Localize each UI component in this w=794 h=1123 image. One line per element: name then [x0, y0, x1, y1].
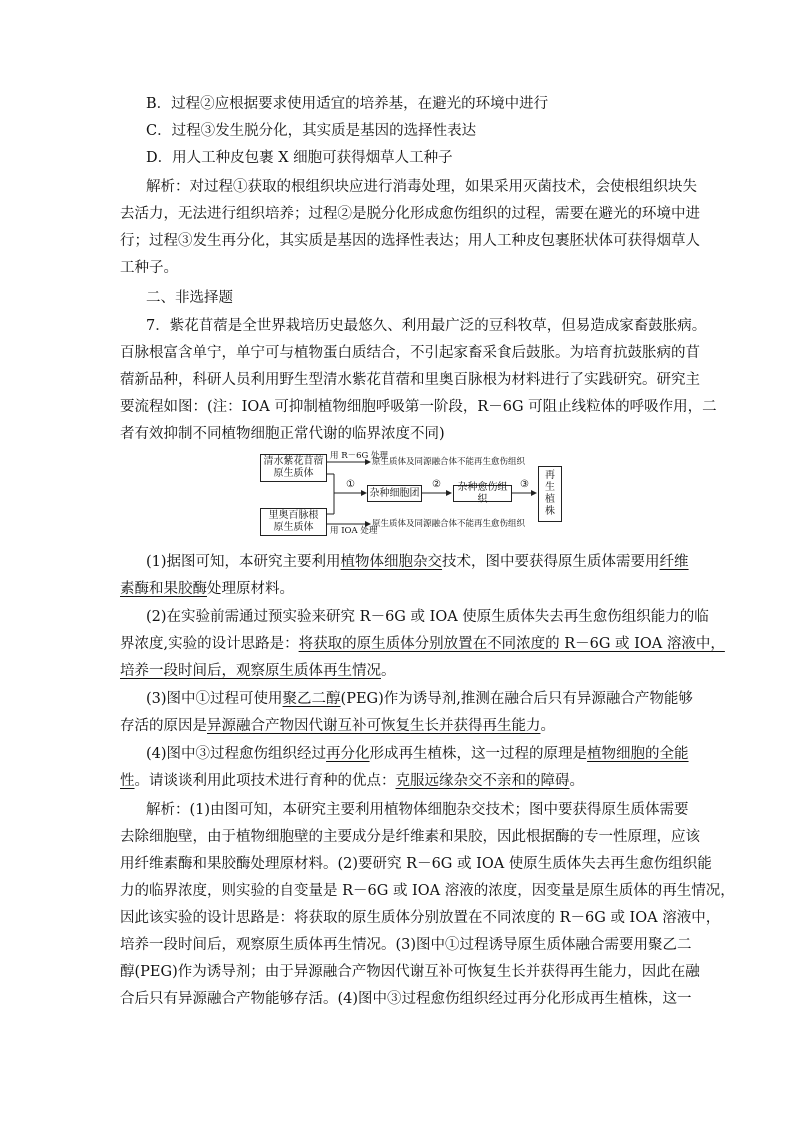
- q7-line: 百脉根富含单宁，单宁可与植物蛋白质结合，不引起家畜采食后鼓胀。为培育抗鼓胀病的苜: [120, 345, 700, 361]
- answer-4b: 植物细胞的全能: [587, 746, 689, 762]
- bottom-result-label: 原生质体及同源融合体不能再生愈伤组织: [372, 519, 526, 529]
- sub3-line2: 存活的原因是异源融合产物因代谢互补可恢复生长并获得再生能力。: [120, 718, 555, 734]
- answer-3b: 异源融合产物因代谢互补可恢复生长并获得再生能力: [207, 718, 541, 734]
- analysis2-line: 去除细胞壁，由于植物细胞壁的主要成分是纤维素和果胶，因此根据酶的专一性原理，应该: [120, 829, 700, 845]
- analysis2-line: 解析：(1)由图可知，本研究主要利用植物体细胞杂交技术；图中要获得原生质体需要: [146, 802, 689, 818]
- q7-line: 者有效抑制不同植物细胞正常代谢的临界浓度不同): [120, 426, 445, 442]
- answer-4c: 克服远缘杂交不亲和的障碍: [395, 773, 570, 789]
- answer-4b-cont: 性: [120, 773, 135, 789]
- analysis1-line: 行；过程③发生再分化，其实质是基因的选择性表达；用人工种皮包裹胚状体可获得烟草人: [120, 233, 700, 249]
- flow-diagram: [258, 450, 568, 540]
- answer-1b-cont: 素酶和果胶酶: [120, 581, 207, 597]
- top-treatment-label: 用 R－6G 处理: [330, 451, 389, 461]
- sub4-line2: 性。请谈谈利用此项技术进行育种的优点：克服远缘杂交不亲和的障碍。: [120, 773, 584, 789]
- step-1-label: ①: [346, 479, 355, 490]
- analysis1-line: 解析：对过程①获取的根组织块应进行消毒处理，如果采用灭菌技术，会使根组织块失: [146, 179, 697, 195]
- sub1-line2: 素酶和果胶酶处理原材料。: [120, 581, 294, 597]
- sub1-line1: (1)据图可知，本研究主要利用植物体细胞杂交技术，图中要获得原生质体需要用纤维: [146, 554, 689, 570]
- analysis2-line: 用纤维素酶和果胶酶处理原材料。(2)要研究 R－6G 或 IOA 使原生质体失去再生愈伤组织能: [120, 856, 712, 872]
- box-hybrid-callus: 杂种愈伤组织: [453, 485, 512, 502]
- sub4-line1: (4)图中③过程愈伤组织经过再分化形成再生植株，这一过程的原理是植物细胞的全能: [146, 746, 689, 762]
- sub3-line1: (3)图中①过程可使用聚乙二醇(PEG)作为诱导剂,推测在融合后只有异源融合产物能够: [146, 691, 693, 707]
- box-regenerated-plant: 再 生 植 株: [538, 466, 562, 522]
- answer-2b: 培养一段时间后，观察原生质体再生情况: [120, 663, 381, 679]
- analysis1-line: 工种子。: [120, 260, 178, 276]
- analysis2-line: 因此该实验的设计思路是：将获取的原生质体分别放置在不同浓度的 R－6G 或 IOA 溶液中，: [120, 910, 721, 926]
- answer-3a: 聚乙二醇: [282, 691, 341, 707]
- answer-1a: 植物体细胞杂交: [340, 554, 443, 570]
- analysis2-line: 培养一段时间后，观察原生质体再生情况。(3)图中①过程诱导原生质体融合需要用聚乙二: [120, 937, 692, 953]
- box-hybrid-cell-mass: 杂种细胞团: [367, 485, 422, 502]
- sub2-line1: (2)在实验前需通过预实验来研究 R－6G 或 IOA 使原生质体失去再生愈伤组织能力的临: [146, 609, 709, 625]
- box-alfalfa-protoplast: 清水紫花苜蓿 原生质体: [260, 454, 327, 482]
- option-d: D．用人工种皮包裹 X 细胞可获得烟草人工种子: [146, 150, 453, 166]
- answer-4a: 再分化: [326, 746, 370, 762]
- analysis2-line: 力的临界浓度，则实验的自变量是 R－6G 或 IOA 溶液的浓度，因变量是原生质体的再生情况，: [120, 883, 735, 899]
- sub2-line2: 界浓度,实验的设计思路是：将获取的原生质体分别放置在不同浓度的 R－6G 或 IOA 溶液中，: [120, 636, 725, 652]
- sub2-line3: 培养一段时间后，观察原生质体再生情况。: [120, 663, 396, 679]
- q7-line: 要流程如图：(注：IOA 可抑制植物细胞呼吸第一阶段，R－6G 可阻止线粒体的呼吸作用，二: [120, 399, 717, 415]
- answer-1b: 纤维: [659, 554, 689, 570]
- section-title: 二、非选择题: [146, 290, 233, 306]
- top-result-label: 原生质体及同源融合体不能再生愈伤组织: [372, 457, 526, 467]
- analysis2-line: 醇(PEG)作为诱导剂；由于异源融合产物因代谢互补可恢复生长并获得再生能力，因此在融: [120, 964, 700, 980]
- step-2-label: ②: [432, 479, 441, 490]
- bottom-treatment-label: 用 IOA 处理: [330, 526, 378, 536]
- q7-line: 7．紫花苜蓿是全世界栽培历史最悠久、利用最广泛的豆科牧草，但易造成家畜鼓胀病。: [146, 318, 707, 334]
- option-c: C．过程③发生脱分化，其实质是基因的选择性表达: [146, 123, 477, 139]
- box-lotus-protoplast: 里奥百脉根 原生质体: [260, 508, 327, 536]
- analysis1-line: 去活力，无法进行组织培养；过程②是脱分化形成愈伤组织的过程，需要在避光的环境中进: [120, 206, 700, 222]
- answer-2a: 将获取的原生质体分别放置在不同浓度的 R－6G 或 IOA 溶液中，: [298, 636, 725, 652]
- q7-line: 蓿新品种，科研人员利用野生型清水紫花苜蓿和里奥百脉根为材料进行了实践研究。研究主: [120, 372, 700, 388]
- analysis2-line: 合后只有异源融合产物能够存活。(4)图中③过程愈伤组织经过再分化形成再生植株，这一: [120, 991, 692, 1007]
- option-b: B．过程②应根据要求使用适宜的培养基，在避光的环境中进行: [146, 96, 549, 112]
- step-3-label: ③: [520, 479, 529, 490]
